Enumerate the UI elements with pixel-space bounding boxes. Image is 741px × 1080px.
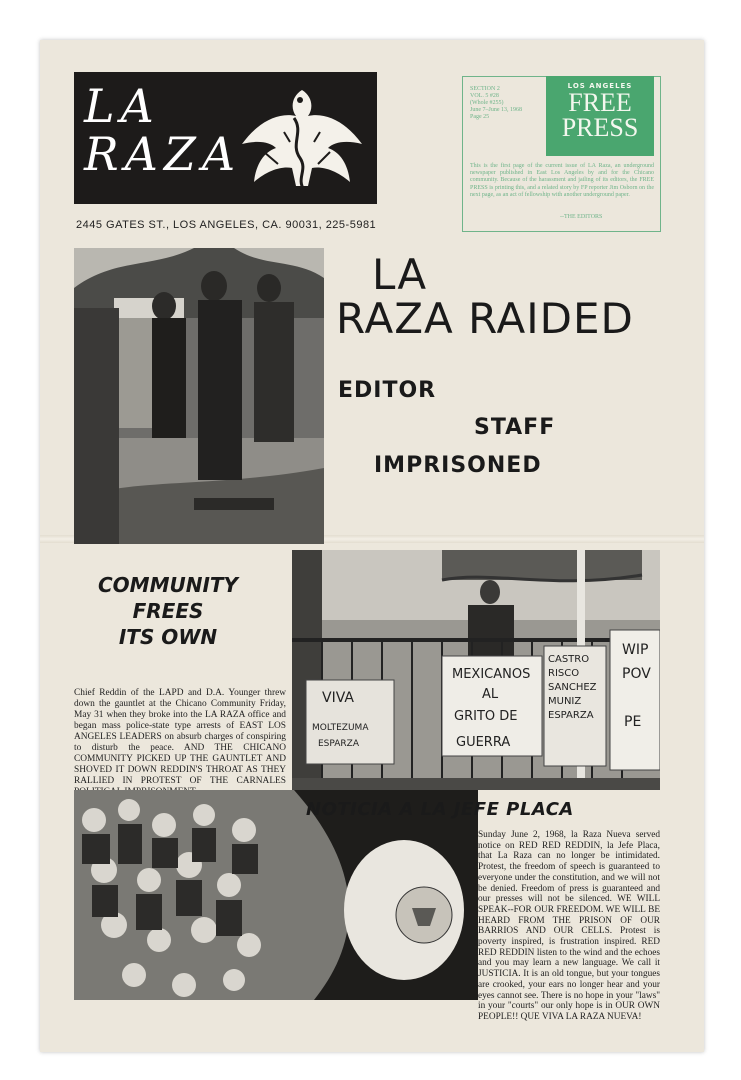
sign4-line2: POV — [622, 666, 651, 682]
meta-line: Page 25 — [470, 114, 490, 120]
sign3-line5: ESPARZA — [548, 710, 594, 721]
sign3-line4: MUNIZ — [548, 696, 582, 707]
free-press-logo-word1: FREE — [568, 88, 632, 117]
meta-line: (Whole #255) — [470, 100, 504, 106]
noticia-story: Sunday June 2, 1968, la Raza Nueva served notice on RED RED REDDIN, la Jefe Placa, that La Raza can no longer be intimidated. Protest, the freedom of speech is guaranteed to everyone under the constitution, and we will not be denied. Freedom of press is guaranteed and our presses will not be silenced. WE WILL SPEAK--FOR OUR FREEDOM. WE WILL BE HEARD FROM THE PRISON OF OUR BARRIOS AND OUR CELLS. Protest is poverty inspired, is frustration inspired. RED RED REDDIN listen to the wind and the echoes and you may learn a new language. We call it JUSTICIA. It is an old tongue, but your tongues are crooked, your ears no longer hear and your eyes cannot see. There is no hope in your "laws" in your "courts" our only hope is in OUR OWN PEOPLE!! QUE VIVA LA RAZA NUEVA! — [478, 830, 660, 1022]
meta-line: SECTION 2 — [470, 86, 500, 92]
address-line: 2445 GATES ST., LOS ANGELES, CA. 90031, 225-5981 — [76, 219, 377, 231]
sign2-line2: AL — [482, 687, 499, 702]
masthead-title-line2: RAZA — [84, 127, 242, 181]
community-headline-line2: FREES — [132, 599, 204, 623]
subheadline-editor: EDITOR — [338, 378, 437, 403]
subheadline-imprisoned: IMPRISONED — [374, 453, 542, 478]
free-press-logo-city: LOS ANGELES — [567, 82, 633, 90]
sign3-line3: SANCHEZ — [548, 682, 597, 693]
sign3-line2: RISCO — [548, 668, 580, 679]
free-press-logo — [546, 76, 654, 156]
masthead — [74, 72, 377, 204]
masthead-title — [84, 79, 242, 181]
sign1-line2: MOLTEZUMA — [312, 723, 369, 733]
subheadline-staff: STAFF — [474, 415, 556, 440]
sign2-line1: MEXICANOS — [452, 667, 531, 682]
rally-photo — [292, 550, 660, 790]
arrest-photo — [74, 248, 324, 544]
community-headline — [78, 572, 258, 650]
community-story: Chief Reddin of the LAPD and D.A. Younger threw down the gauntlet at the Chicano Community Friday, May 31 when they broke into the LA RAZA office and began mass police-state type arrests of EAST LOS ANGELES LEADERS on absurb charges of conspiring to disturb the peace. AND THE CHICANO COMMUNITY PICKED UP THE GAUNTLET AND SHOVED IT DOWN REDDIN'S THROAT AS THEY RALLIED IN PROTEST OF THE CARNALES — [74, 688, 286, 786]
headline-line2: RAZA RAIDED — [336, 294, 634, 343]
meta-line: June 7–June 13, 1968 — [470, 107, 522, 113]
free-press-meta — [470, 86, 540, 121]
sign4-line1: WIP — [622, 642, 649, 658]
masthead-title-line1: LA — [84, 79, 160, 133]
sign2-line3: GRITO DE — [454, 709, 518, 724]
community-headline-line1: COMMUNITY — [97, 573, 239, 597]
eagle-emblem-icon — [234, 82, 370, 194]
sign4-line3: PE — [624, 714, 642, 730]
free-press-signature: --THE EDITORS — [560, 214, 603, 220]
sign1-line1: VIVA — [322, 690, 354, 706]
meta-line: VOL. 5 #28 — [470, 93, 499, 99]
crowd-photo — [74, 790, 478, 1000]
sign1-line3: ESPARZA — [318, 739, 359, 749]
sign3-line1: CASTRO — [548, 654, 590, 665]
free-press-note: This is the first page of the current issue of LA Raza, an underground newspaper published in East Los Angeles by and for the Chicano community. Because of the harassment and jailing of its editors, the FREE PRESS is printing this, and a related story by FP reporter Jim Osborn on the next page, as an act of fellowship with another underground paper. — [470, 163, 654, 198]
noticia-headline: NOTICIA A LA JEFE PLACA — [306, 799, 574, 820]
headline-line1: LA — [372, 250, 428, 299]
free-press-logo-word2: PRESS — [561, 113, 639, 142]
community-headline-line3: ITS OWN — [118, 625, 218, 649]
sign2-line4: GUERRA — [456, 735, 511, 750]
